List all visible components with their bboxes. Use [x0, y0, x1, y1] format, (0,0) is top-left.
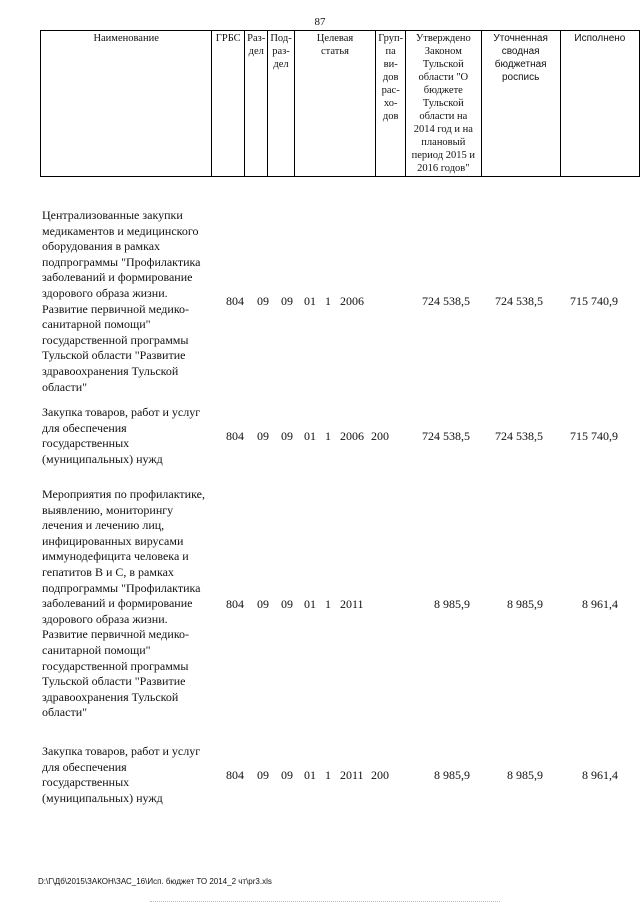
- header-utverzhdeno-text: Утверждено Законом Тульской области "О бюджете Тульской области на 2014 год и на плановый период 2015 и 2016 годов": [411, 33, 475, 174]
- header-celevaya-text: Целевая статья: [316, 33, 354, 57]
- row-podrazdel: 09: [281, 597, 293, 611]
- row-ispolneno: 715 740,9: [570, 294, 618, 308]
- header-podrazdel: [268, 31, 294, 177]
- row-utverzhdeno: 724 538,5: [422, 429, 470, 443]
- row-utochnennaya: 724 538,5: [495, 294, 543, 308]
- row-grbs: 804: [226, 597, 244, 611]
- row-ispolneno: 8 961,4: [582, 597, 618, 611]
- row-utochnennaya: 8 985,9: [507, 768, 543, 782]
- row-cs-code: 2006: [340, 429, 364, 443]
- row-name: Мероприятия по профилактике, выявлению, мониторингу лечения и лечению лиц, инфицированных вирусами иммунодефицита человека и гепатитов В и С, в рамках подпрограммы "Профилактика заболеваний и формирование здорового образа жизни. Развитие первичной медико- санитарной помощи" государственной программы Тульской области "Развитие здравоохранения Тульской области": [42, 487, 205, 720]
- header-utochnennaya-text: Уточненная сводная бюджетная роспись: [493, 33, 548, 83]
- scan-artifact-line: [150, 901, 500, 903]
- header-podrazdel-text: Под- раз- дел: [270, 33, 292, 70]
- header-celevaya-statya: [294, 31, 376, 177]
- header-ispolneno: Исполнено: [560, 31, 639, 177]
- header-utochnennaya: [481, 31, 560, 177]
- header-gruppa-text: Груп- па ви- дов рас- хо- дов: [378, 33, 404, 122]
- row-cs-program: 01: [304, 294, 316, 308]
- table-header: [40, 30, 640, 177]
- row-cs-program: 01: [304, 597, 316, 611]
- row-cs-code: 2011: [340, 768, 364, 782]
- row-grbs: 804: [226, 429, 244, 443]
- row-ispolneno: 715 740,9: [570, 429, 618, 443]
- header-gruppa: [376, 31, 406, 177]
- row-podrazdel: 09: [281, 768, 293, 782]
- row-razdel: 09: [257, 429, 269, 443]
- header-grbs: ГРБС: [212, 31, 245, 177]
- row-grbs: 804: [226, 768, 244, 782]
- row-cs-code: 2011: [340, 597, 364, 611]
- header-utverzhdeno: [406, 31, 481, 177]
- row-gruppa: 200: [371, 429, 389, 443]
- header-row: [41, 31, 640, 177]
- row-cs-program: 01: [304, 768, 316, 782]
- row-utochnennaya: 8 985,9: [507, 597, 543, 611]
- header-razdel-text: Раз- дел: [247, 33, 266, 57]
- row-utverzhdeno: 8 985,9: [434, 597, 470, 611]
- file-path-footer: D:\Г\Дб\2015\ЗАКОН\ЗАС_16\Исп. бюджет ТО 2014_2 чт\pr3.xls: [38, 877, 272, 886]
- row-podrazdel: 09: [281, 429, 293, 443]
- row-name: Централизованные закупки медикаментов и медицинского оборудования в рамках подпрограммы "Профилактика заболеваний и формирование здорового образа жизни. Развитие первичной медико- санитарной помощи" государственной программы Тульской области "Развитие здравоохранения Тульской области": [42, 208, 201, 394]
- row-cs-subprogram: 1: [325, 429, 331, 443]
- row-razdel: 09: [257, 597, 269, 611]
- row-name: Закупка товаров, работ и услуг для обеспечения государственных (муниципальных) нужд: [42, 405, 201, 466]
- row-utverzhdeno: 8 985,9: [434, 768, 470, 782]
- row-razdel: 09: [257, 294, 269, 308]
- row-utochnennaya: 724 538,5: [495, 429, 543, 443]
- row-grbs: 804: [226, 294, 244, 308]
- row-cs-code: 2006: [340, 294, 364, 308]
- row-utverzhdeno: 724 538,5: [422, 294, 470, 308]
- header-razdel: [245, 31, 268, 177]
- row-cs-subprogram: 1: [325, 294, 331, 308]
- header-name: Наименование: [41, 31, 212, 177]
- page-number: 87: [314, 16, 326, 28]
- row-cs-program: 01: [304, 429, 316, 443]
- row-ispolneno: 8 961,4: [582, 768, 618, 782]
- row-podrazdel: 09: [281, 294, 293, 308]
- row-name: Закупка товаров, работ и услуг для обеспечения государственных (муниципальных) нужд: [42, 744, 201, 805]
- row-cs-subprogram: 1: [325, 597, 331, 611]
- row-cs-subprogram: 1: [325, 768, 331, 782]
- row-gruppa: 200: [371, 768, 389, 782]
- row-razdel: 09: [257, 768, 269, 782]
